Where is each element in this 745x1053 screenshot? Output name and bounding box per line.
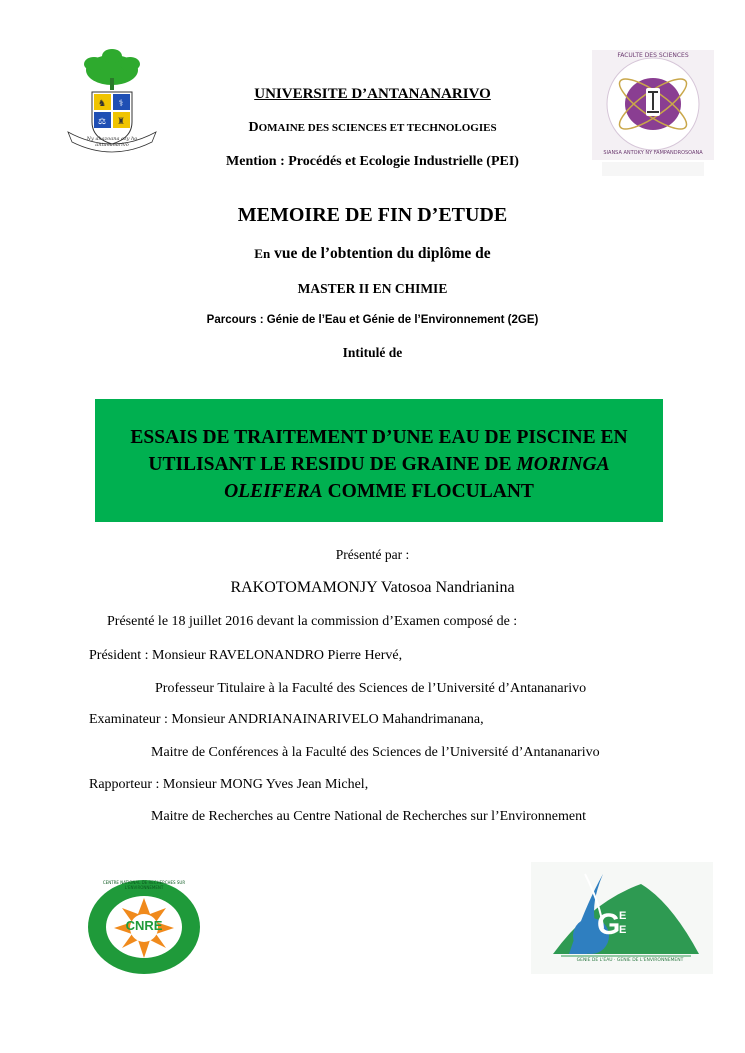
jury-president: Président : Monsieur RAVELONANDRO Pierre Hervé, <box>89 648 403 663</box>
ge-logo <box>531 862 713 974</box>
university-name: UNIVERSITE D’ANTANANARIVO <box>254 86 491 102</box>
memoire-title: MEMOIRE DE FIN D’ETUDE <box>237 204 508 226</box>
thesis-title-species: MORINGA <box>516 454 610 475</box>
mention: Mention : Procédés et Ecologie Industrielle (PEI) <box>226 154 519 169</box>
intitule: Intitulé de <box>342 345 403 360</box>
thesis-title-line-3 <box>95 478 663 505</box>
cnre-logo <box>86 878 202 976</box>
author-name: RAKOTOMAMONJY Vatosoa Nandrianina <box>230 579 515 596</box>
jury-rapporteur-title: Maitre de Recherches au Centre National de Recherches sur l’Environnement <box>151 809 586 824</box>
domain-rest: OMAINE DES SCIENCES ET TECHNOLOGIES <box>258 122 497 134</box>
thesis-title-line-2 <box>95 451 663 478</box>
svg-text:♞: ♞ <box>97 99 107 109</box>
jury-rapporteur: Rapporteur : Monsieur MONG Yves Jean Michel, <box>89 777 369 792</box>
degree: MASTER II EN CHIMIE <box>297 281 448 296</box>
domain-first-letter: D <box>248 120 259 135</box>
jury-president-title: Professeur Titulaire à la Faculté des Sciences de l’Université d’Antananarivo <box>155 681 587 696</box>
cnre-ring-label: CENTRE NATIONAL DE RECHERCHES SUR L'ENVIRONNEMENT <box>102 880 186 890</box>
cnre-label: CNRE <box>125 918 163 933</box>
diploma-line <box>0 245 745 263</box>
thesis-title-line-3b: COMME FLOCULANT <box>322 481 534 502</box>
thesis-title-line-1: ESSAIS DE TRAITEMENT D’UNE EAU DE PISCINE EN <box>130 427 628 448</box>
faculty-ring-bottom-label: SIANSA ANTOKY NY FAMPANDROSOANA <box>603 150 703 156</box>
ge-letter-e1: E <box>619 910 627 922</box>
svg-text:♜: ♜ <box>116 117 126 127</box>
thesis-title-species-2: OLEIFERA <box>224 481 323 502</box>
jury-examiner-title: Maitre de Conférences à la Faculté des Sciences de l’Université d’Antananarivo <box>151 745 600 760</box>
thesis-title <box>95 424 663 505</box>
jury-intro: Présenté le 18 juillet 2016 devant la commission d’Examen composé de : <box>107 614 518 629</box>
domain-name <box>0 120 745 136</box>
ge-letter-g: G <box>597 908 621 941</box>
diploma-en: En <box>254 246 271 261</box>
diploma-view: vue de l’obtention du diplôme de <box>270 245 491 262</box>
university-motto: Ny ahazoana azy ho antananarivo <box>86 136 138 148</box>
presented-by: Présenté par : <box>335 547 410 562</box>
faculty-ring-label: FACULTE DES SCIENCES <box>617 52 689 59</box>
jury-examiner: Examinateur : Monsieur ANDRIANAINARIVELO Mahandrimanana, <box>89 712 484 727</box>
svg-text:⚖: ⚖ <box>97 117 107 127</box>
parcours: Parcours : Génie de l’Eau et Génie de l’Environnement (2GE) <box>206 314 539 326</box>
ge-letter-e2: E <box>619 924 627 936</box>
ge-caption: GENIE DE L'EAU · GENIE DE L'ENVIRONNEMENT <box>576 958 684 963</box>
svg-text:⚕: ⚕ <box>118 99 124 109</box>
thesis-title-line-2a: UTILISANT LE RESIDU DE GRAINE DE <box>148 454 517 475</box>
